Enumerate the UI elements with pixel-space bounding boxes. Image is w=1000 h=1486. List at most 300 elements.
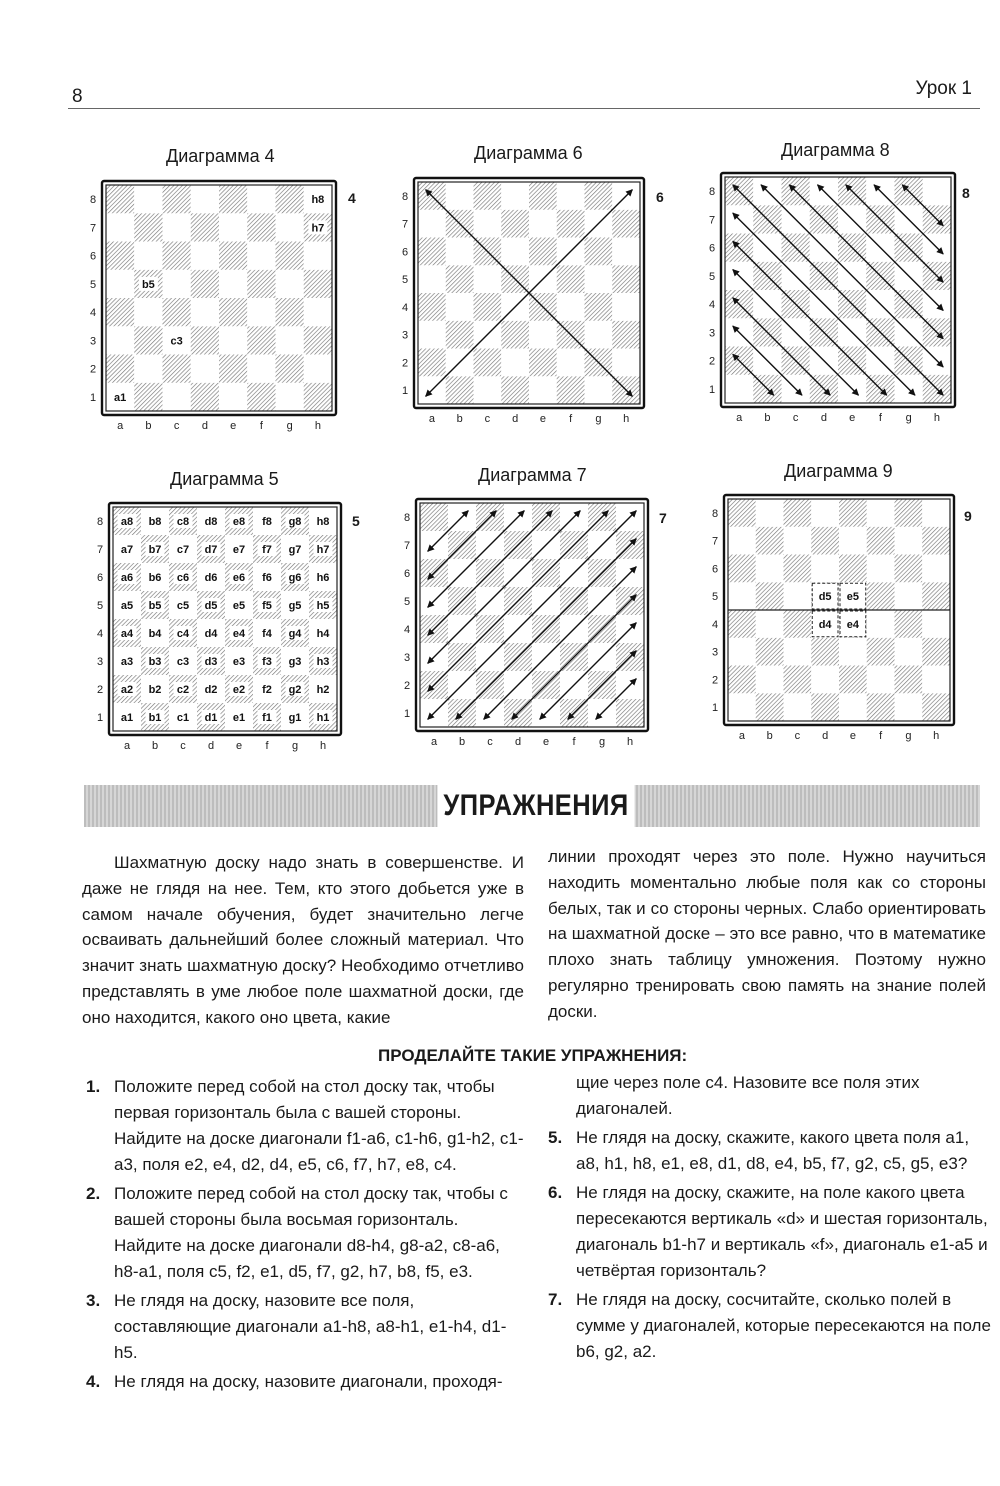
- rank-label: 1: [711, 702, 719, 715]
- running-head: Урок 1: [915, 78, 972, 99]
- square-label: d3: [204, 656, 218, 668]
- file-label: a: [123, 740, 131, 752]
- chessboard: [84, 179, 340, 435]
- file-label: e: [539, 413, 546, 425]
- board-square: [612, 265, 640, 293]
- board-square: [867, 582, 895, 610]
- chessboard: [91, 501, 345, 755]
- board-square: [106, 213, 134, 241]
- rank-label: 5: [89, 278, 97, 291]
- rank-label: 4: [401, 301, 409, 314]
- file-label: e: [849, 412, 856, 424]
- file-label: d: [820, 412, 827, 424]
- board-square: [191, 242, 219, 270]
- square-label: e7: [232, 544, 246, 556]
- board-square: [585, 265, 613, 293]
- board-square: [191, 185, 219, 213]
- exercise-text: Положите перед собой на стол доску так, чтобы с вашей стороны была восьмая горизонталь. Найдите на доске диагонали d8-h4, g8-a2, c8-a6, h8-a1, поля c5, f2, e1, d5, f7, g2, h7, b8, f5, e3.: [114, 1184, 508, 1281]
- board-square: [811, 666, 839, 694]
- exercise-item: [548, 1287, 992, 1365]
- board-square: [474, 293, 502, 321]
- rank-label: 5: [711, 591, 719, 604]
- board-square: [134, 355, 162, 383]
- rank-label: 6: [711, 563, 719, 576]
- diagram-number: 5: [352, 513, 360, 529]
- board-square: [922, 555, 950, 583]
- square-label: d6: [204, 572, 218, 584]
- board-square: [474, 182, 502, 210]
- board-square: [756, 499, 784, 527]
- square-label: a7: [120, 544, 134, 556]
- square-label: g1: [288, 712, 302, 724]
- exercise-item: [86, 1288, 526, 1366]
- file-label: g: [598, 736, 606, 748]
- board-square: [418, 210, 446, 238]
- square-label: h6: [316, 572, 330, 584]
- exercise-number: 3.: [86, 1291, 101, 1310]
- rank-label: 5: [708, 270, 716, 283]
- exercise-number: 4.: [86, 1372, 101, 1391]
- exercise-item: [548, 1180, 992, 1284]
- file-label: h: [319, 740, 327, 752]
- board-square: [304, 270, 332, 298]
- page-number: 8: [72, 86, 83, 107]
- square-label: c2: [176, 684, 190, 696]
- board-square: [728, 666, 756, 694]
- board-square: [247, 326, 275, 354]
- square-label: e6: [232, 572, 246, 584]
- board-square: [612, 349, 640, 377]
- exercise-number: 5.: [548, 1128, 563, 1147]
- board-square: [106, 242, 134, 270]
- square-label: c7: [176, 544, 190, 556]
- square-label: f6: [262, 572, 272, 584]
- board-square: [585, 182, 613, 210]
- rank-label: 5: [403, 596, 411, 608]
- file-label: g: [291, 740, 299, 752]
- square-label: f2: [262, 684, 272, 696]
- board-square: [106, 355, 134, 383]
- file-label: g: [905, 730, 912, 742]
- square-label: g7: [288, 544, 302, 556]
- square-label: c6: [176, 572, 190, 584]
- board-square: [134, 213, 162, 241]
- rank-label: 8: [401, 190, 409, 203]
- file-label: f: [878, 412, 882, 424]
- square-label: e4: [846, 618, 859, 631]
- square-label: g6: [288, 572, 302, 584]
- board-square: [501, 349, 529, 377]
- board-square: [529, 210, 557, 238]
- board-square: [276, 213, 304, 241]
- board-square: [784, 582, 812, 610]
- board-square: [585, 321, 613, 349]
- file-label: b: [151, 740, 159, 752]
- board-square: [276, 242, 304, 270]
- square-label: f8: [262, 516, 272, 528]
- board-square: [106, 326, 134, 354]
- square-label: e3: [232, 656, 246, 668]
- file-label: h: [933, 412, 940, 424]
- board-square: [557, 349, 585, 377]
- exercises-left-column: [86, 1074, 526, 1398]
- exercise-text: Не глядя на доску, скажите, какого цвета поля a1, a8, h1, h8, e1, e8, d1, d8, e4, b5, f7, g2, c5, g5, e3?: [576, 1128, 970, 1173]
- file-label: g: [595, 413, 602, 425]
- board-square: [304, 326, 332, 354]
- board-square: [163, 213, 191, 241]
- board-square: [163, 355, 191, 383]
- file-label: d: [201, 420, 208, 432]
- square-label: h5: [316, 600, 330, 612]
- exercise-text: Положите перед собой на стол доску так, чтобы первая горизонталь была с вашей стороны. Найдите на доске диагонали f1-a6, c1-h6, g1-h2, c1-a3, поля e2, e4, d2, d4, e5, c6, f7, h7, e8, c4.: [114, 1077, 524, 1174]
- rank-label: 2: [89, 363, 97, 376]
- board-square: [501, 238, 529, 266]
- header-rule: [68, 108, 980, 109]
- file-label: f: [259, 420, 263, 432]
- board-square: [756, 555, 784, 583]
- board-square: [163, 185, 191, 213]
- file-label: b: [456, 413, 463, 425]
- board-square: [191, 383, 219, 411]
- intro-left-column: [82, 850, 524, 1031]
- board-square: [418, 321, 446, 349]
- diagram-title: Диаграмма 6: [474, 143, 583, 163]
- rank-label: 4: [96, 628, 104, 640]
- square-label: h3: [316, 656, 330, 668]
- square-label: b6: [148, 572, 162, 584]
- file-label: d: [512, 413, 519, 425]
- square-label: h8: [311, 194, 325, 207]
- file-label: b: [145, 420, 152, 432]
- square-label: g5: [288, 600, 302, 612]
- board-square: [276, 270, 304, 298]
- file-label: g: [905, 412, 912, 424]
- rank-label: 8: [89, 194, 97, 207]
- board-square: [922, 638, 950, 666]
- board-square: [418, 293, 446, 321]
- board-square: [219, 213, 247, 241]
- board-square: [163, 383, 191, 411]
- file-label: a: [430, 736, 438, 748]
- board-square: [247, 270, 275, 298]
- square-label: d2: [204, 684, 218, 696]
- board-square: [557, 182, 585, 210]
- board-square: [867, 527, 895, 555]
- square-label: b5: [148, 600, 162, 612]
- board-square: [612, 321, 640, 349]
- board-square: [867, 638, 895, 666]
- diagram-number: 9: [964, 508, 972, 524]
- diagram-title: Диаграмма 4: [166, 146, 275, 166]
- board-square: [163, 242, 191, 270]
- board-square: [418, 265, 446, 293]
- board-square: [247, 355, 275, 383]
- exercise-text: Не глядя на доску, назовите диагонали, проходя-: [114, 1372, 503, 1391]
- board-square: [219, 383, 247, 411]
- board-square: [247, 298, 275, 326]
- diagram-number: 8: [962, 185, 970, 201]
- board-square: [728, 610, 756, 638]
- board-square: [922, 582, 950, 610]
- file-label: a: [117, 420, 124, 432]
- square-label: e1: [232, 712, 246, 724]
- board-square: [191, 213, 219, 241]
- board-square: [784, 555, 812, 583]
- board-square: [867, 666, 895, 694]
- file-label: d: [514, 736, 522, 748]
- board-square: [867, 555, 895, 583]
- square-label: e8: [232, 516, 246, 528]
- rank-label: 1: [89, 391, 97, 404]
- exercise-item: [86, 1074, 526, 1178]
- square-label: c5: [176, 600, 190, 612]
- file-label: g: [286, 420, 293, 432]
- board-square: [474, 265, 502, 293]
- board-square: [191, 270, 219, 298]
- rank-label: 3: [403, 652, 411, 664]
- chessboard: [706, 493, 958, 745]
- rank-label: 1: [403, 708, 411, 720]
- file-label: e: [235, 740, 243, 752]
- rank-label: 5: [96, 600, 104, 612]
- square-label: c8: [176, 516, 190, 528]
- file-label: d: [207, 740, 215, 752]
- board-square: [895, 610, 923, 638]
- file-label: a: [736, 412, 743, 424]
- board-square: [501, 210, 529, 238]
- square-label: a1: [114, 391, 127, 404]
- board-square: [784, 638, 812, 666]
- chessboard: [396, 176, 648, 428]
- board-square: [163, 270, 191, 298]
- board-square: [839, 499, 867, 527]
- rank-label: 2: [711, 674, 719, 687]
- board-square: [895, 666, 923, 694]
- square-label: c3: [170, 335, 183, 348]
- square-label: d7: [204, 544, 218, 556]
- board-square: [276, 185, 304, 213]
- square-label: a2: [120, 684, 134, 696]
- file-label: a: [738, 730, 745, 742]
- exercise-number: 6.: [548, 1183, 563, 1202]
- board-square: [276, 326, 304, 354]
- square-label: f7: [262, 544, 272, 556]
- rank-label: 5: [401, 274, 409, 287]
- board-square: [219, 270, 247, 298]
- board-square: [811, 527, 839, 555]
- board-square: [728, 555, 756, 583]
- file-label: c: [173, 420, 180, 432]
- square-label: d5: [818, 591, 832, 604]
- square-label: f3: [262, 656, 272, 668]
- rank-label: 6: [96, 572, 104, 584]
- square-label: f1: [262, 712, 272, 724]
- board-square: [756, 610, 784, 638]
- board-square: [895, 638, 923, 666]
- square-label: b8: [148, 516, 162, 528]
- board-square: [106, 270, 134, 298]
- rank-label: 8: [403, 512, 411, 524]
- exercise-text: Не глядя на доску, сосчитайте, сколько полей в сумме у диагоналей, которые пересекаются на поле b6, g2, a2.: [576, 1290, 991, 1361]
- board-square: [585, 238, 613, 266]
- rank-label: 8: [708, 186, 716, 199]
- diagram-number: 4: [348, 190, 356, 206]
- board-square: [784, 693, 812, 721]
- file-label: b: [766, 730, 773, 742]
- board-square: [276, 298, 304, 326]
- board-square: [784, 610, 812, 638]
- file-label: h: [626, 736, 634, 748]
- board-square: [728, 693, 756, 721]
- board-square: [839, 666, 867, 694]
- board-square: [784, 666, 812, 694]
- square-label: c3: [176, 656, 190, 668]
- rank-label: 3: [711, 646, 719, 659]
- square-label: d8: [204, 516, 218, 528]
- board-square: [895, 582, 923, 610]
- board-square: [276, 383, 304, 411]
- board-square: [106, 298, 134, 326]
- board-square: [418, 238, 446, 266]
- board-square: [867, 499, 895, 527]
- square-label: e5: [846, 591, 859, 604]
- square-label: a4: [120, 628, 134, 640]
- board-square: [756, 638, 784, 666]
- rank-label: 3: [89, 335, 97, 348]
- board-square: [446, 265, 474, 293]
- board-square: [446, 321, 474, 349]
- board-square: [446, 376, 474, 404]
- board-square: [839, 527, 867, 555]
- board-square: [839, 693, 867, 721]
- square-label: b2: [148, 684, 162, 696]
- diagram-title: Диаграмма 8: [781, 140, 890, 160]
- board-square: [585, 376, 613, 404]
- diagram-number: 7: [659, 510, 667, 526]
- board-square: [839, 638, 867, 666]
- board-square: [276, 355, 304, 383]
- square-label: a1: [120, 712, 134, 724]
- rank-label: 2: [708, 355, 716, 368]
- board-square: [728, 527, 756, 555]
- board-square: [616, 699, 644, 727]
- board-square: [529, 349, 557, 377]
- file-label: b: [764, 412, 771, 424]
- board-square: [446, 238, 474, 266]
- board-square: [191, 355, 219, 383]
- board-square: [557, 376, 585, 404]
- file-label: b: [458, 736, 466, 748]
- rank-label: 2: [401, 357, 409, 370]
- section-title: УПРАЖНЕНИЯ: [437, 784, 634, 828]
- file-label: e: [542, 736, 550, 748]
- board-square: [219, 185, 247, 213]
- board-square: [728, 638, 756, 666]
- board-square: [247, 213, 275, 241]
- rank-label: 4: [708, 299, 716, 312]
- board-square: [756, 693, 784, 721]
- board-square: [811, 499, 839, 527]
- board-square: [756, 582, 784, 610]
- board-square: [923, 177, 951, 205]
- square-label: b1: [148, 712, 162, 724]
- board-square: [474, 376, 502, 404]
- board-square: [247, 185, 275, 213]
- rank-label: 6: [708, 242, 716, 255]
- square-label: d1: [204, 712, 218, 724]
- square-label: e4: [232, 628, 246, 640]
- rank-label: 8: [711, 507, 719, 520]
- rank-label: 4: [403, 624, 411, 636]
- board-square: [585, 293, 613, 321]
- rank-label: 2: [96, 684, 104, 696]
- board-square: [134, 326, 162, 354]
- board-square: [191, 326, 219, 354]
- rank-label: 7: [403, 540, 411, 552]
- board-square: [134, 185, 162, 213]
- square-label: h7: [311, 222, 325, 235]
- board-square: [134, 242, 162, 270]
- board-square: [895, 693, 923, 721]
- board-square: [446, 293, 474, 321]
- board-square: [304, 383, 332, 411]
- file-label: c: [794, 730, 801, 742]
- square-label: f5: [262, 600, 272, 612]
- chessboard: [398, 497, 652, 751]
- board-square: [895, 527, 923, 555]
- board-square: [756, 666, 784, 694]
- file-label: c: [180, 740, 186, 752]
- rank-label: 6: [401, 246, 409, 259]
- square-label: h8: [316, 516, 330, 528]
- rank-label: 7: [711, 535, 719, 548]
- exercises-right-column: [548, 1070, 992, 1368]
- file-label: f: [879, 730, 883, 742]
- file-label: e: [849, 730, 856, 742]
- diagram-title: Диаграмма 7: [478, 465, 587, 485]
- square-label: d4: [204, 628, 218, 640]
- exercise-continuation: щие через поле c4. Назовите все поля этих диагоналей.: [576, 1073, 920, 1118]
- square-label: e2: [232, 684, 246, 696]
- board-square: [163, 298, 191, 326]
- rank-label: 1: [96, 712, 104, 724]
- exercise-number: 1.: [86, 1077, 101, 1096]
- square-label: h7: [316, 544, 330, 556]
- board-square: [474, 349, 502, 377]
- square-label: d5: [204, 600, 218, 612]
- rank-label: 3: [401, 329, 409, 342]
- board-square: [922, 693, 950, 721]
- board-square: [557, 265, 585, 293]
- rank-label: 1: [708, 383, 716, 396]
- board-square: [420, 503, 448, 531]
- file-label: c: [484, 413, 491, 425]
- exercise-item: [86, 1369, 526, 1395]
- board-square: [529, 321, 557, 349]
- square-label: b4: [148, 628, 162, 640]
- board-square: [922, 666, 950, 694]
- board-square: [418, 349, 446, 377]
- board-square: [247, 383, 275, 411]
- file-label: f: [265, 740, 269, 752]
- board-square: [219, 298, 247, 326]
- square-label: b7: [148, 544, 162, 556]
- diagram-title: Диаграмма 9: [784, 461, 893, 481]
- square-label: f4: [262, 628, 272, 640]
- board-square: [134, 298, 162, 326]
- square-label: g8: [288, 516, 302, 528]
- exercise-number: 7.: [548, 1290, 563, 1309]
